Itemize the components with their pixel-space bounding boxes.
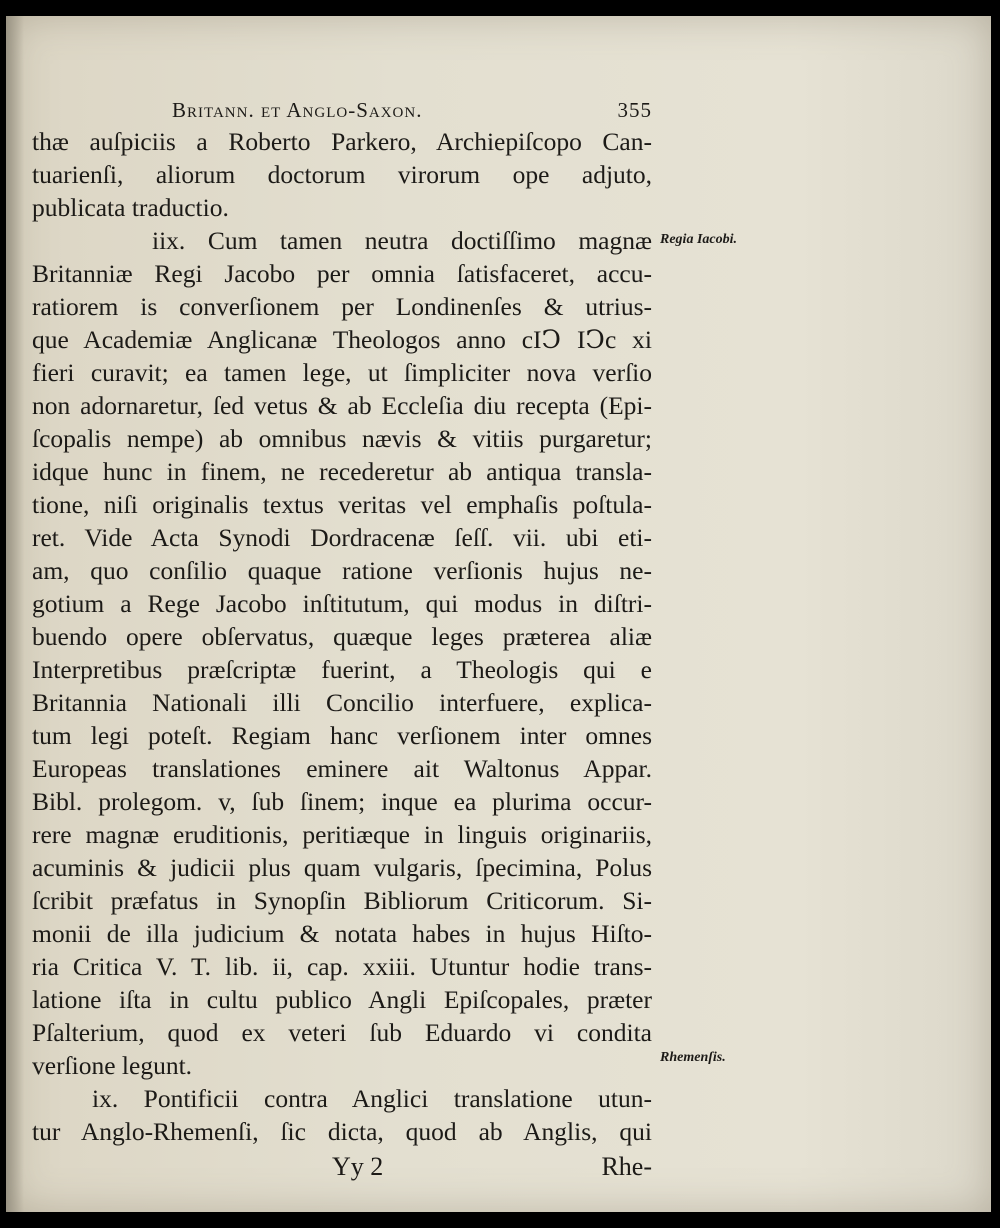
text-line: rere magnæ eruditionis, peritiæque in linguis originariis, bbox=[32, 820, 652, 849]
text-line: ria Critica V. T. lib. ii, cap. xxiii. Utuntur hodie trans- bbox=[32, 952, 652, 981]
text-line: ratiorem is converſionem per Londinenſes & utrius- bbox=[32, 292, 652, 321]
text-line: buendo opere obſervatus, quæque leges præterea aliæ bbox=[32, 622, 652, 651]
signature-mark: Yy 2 bbox=[332, 1152, 384, 1181]
text-line: tum legi poteſt. Regiam hanc verſionem inter omnes bbox=[32, 721, 652, 750]
text-line: Britannia Nationali illi Concilio interfuere, explica- bbox=[32, 688, 652, 717]
catchword: Rhe- bbox=[601, 1152, 652, 1181]
text-line: Bibl. prolegom. v, ſub ſinem; inque ea plurima occur- bbox=[32, 787, 652, 816]
text-line: fieri curavit; ea tamen lege, ut ſimpliciter nova verſio bbox=[32, 358, 652, 387]
margin-note: Regia Iacobi. bbox=[660, 232, 737, 247]
text-line: que Academiæ Anglicanæ Theologos anno cIↃ IↃc xi bbox=[32, 325, 652, 354]
text-line: ret. Vide Acta Synodi Dordracenæ ſeſſ. vii. ubi eti- bbox=[32, 523, 652, 552]
text-line: tione, niſi originalis textus veritas vel emphaſis poſtula- bbox=[32, 490, 652, 519]
text-line: idque hunc in finem, ne recederetur ab antiqua transla- bbox=[32, 457, 652, 486]
text-line: tur Anglo-Rhemenſi, ſic dicta, quod ab Anglis, qui bbox=[32, 1117, 652, 1146]
text-line: Interpretibus præſcriptæ fuerint, a Theologis qui e bbox=[32, 655, 652, 684]
text-line: thæ auſpiciis a Roberto Parkero, Archiepiſcopo Can- bbox=[32, 127, 652, 156]
running-title: Britann. et Anglo-Saxon. bbox=[172, 98, 423, 122]
text-line: Europeas translationes eminere ait Waltonus Appar. bbox=[32, 754, 652, 783]
text-line: non adornaretur, ſed vetus & ab Eccleſia diu recepta (Epi- bbox=[32, 391, 652, 420]
page-number: 355 bbox=[617, 98, 652, 122]
text-line: ix. Pontificii contra Anglici translatione utun- bbox=[92, 1084, 652, 1113]
text-line: monii de illa judicium & notata habes in hujus Hiſto- bbox=[32, 919, 652, 948]
text-line: am, quo conſilio quaque ratione verſionis hujus ne- bbox=[32, 556, 652, 585]
text-line: latione iſta in cultu publico Angli Epiſcopales, præter bbox=[32, 985, 652, 1014]
text-line: acuminis & judicii plus quam vulgaris, ſpecimina, Polus bbox=[32, 853, 652, 882]
text-line: gotium a Rege Jacobo inſtitutum, qui modus in diſtri- bbox=[32, 589, 652, 618]
text-line: ſcopalis nempe) ab omnibus nævis & vitiis purgaretur; bbox=[32, 424, 652, 453]
page-gutter-shadow bbox=[6, 16, 24, 1212]
running-header bbox=[172, 98, 652, 123]
text-line: publicata traductio. bbox=[32, 193, 229, 222]
text-line: verſione legunt. bbox=[32, 1051, 193, 1080]
text-line: Pſalterium, quod ex veteri ſub Eduardo vi condita bbox=[32, 1018, 652, 1047]
text-line: iix. Cum tamen neutra doctiſſimo magnæ bbox=[152, 226, 652, 255]
text-line: tuarienſi, aliorum doctorum virorum ope adjuto, bbox=[32, 160, 652, 189]
text-line: Britanniæ Regi Jacobo per omnia ſatisfaceret, accu- bbox=[32, 259, 652, 288]
text-line: ſcribit præfatus in Synopſin Bibliorum Criticorum. Si- bbox=[32, 886, 652, 915]
margin-note: Rhemenſis. bbox=[660, 1050, 726, 1065]
